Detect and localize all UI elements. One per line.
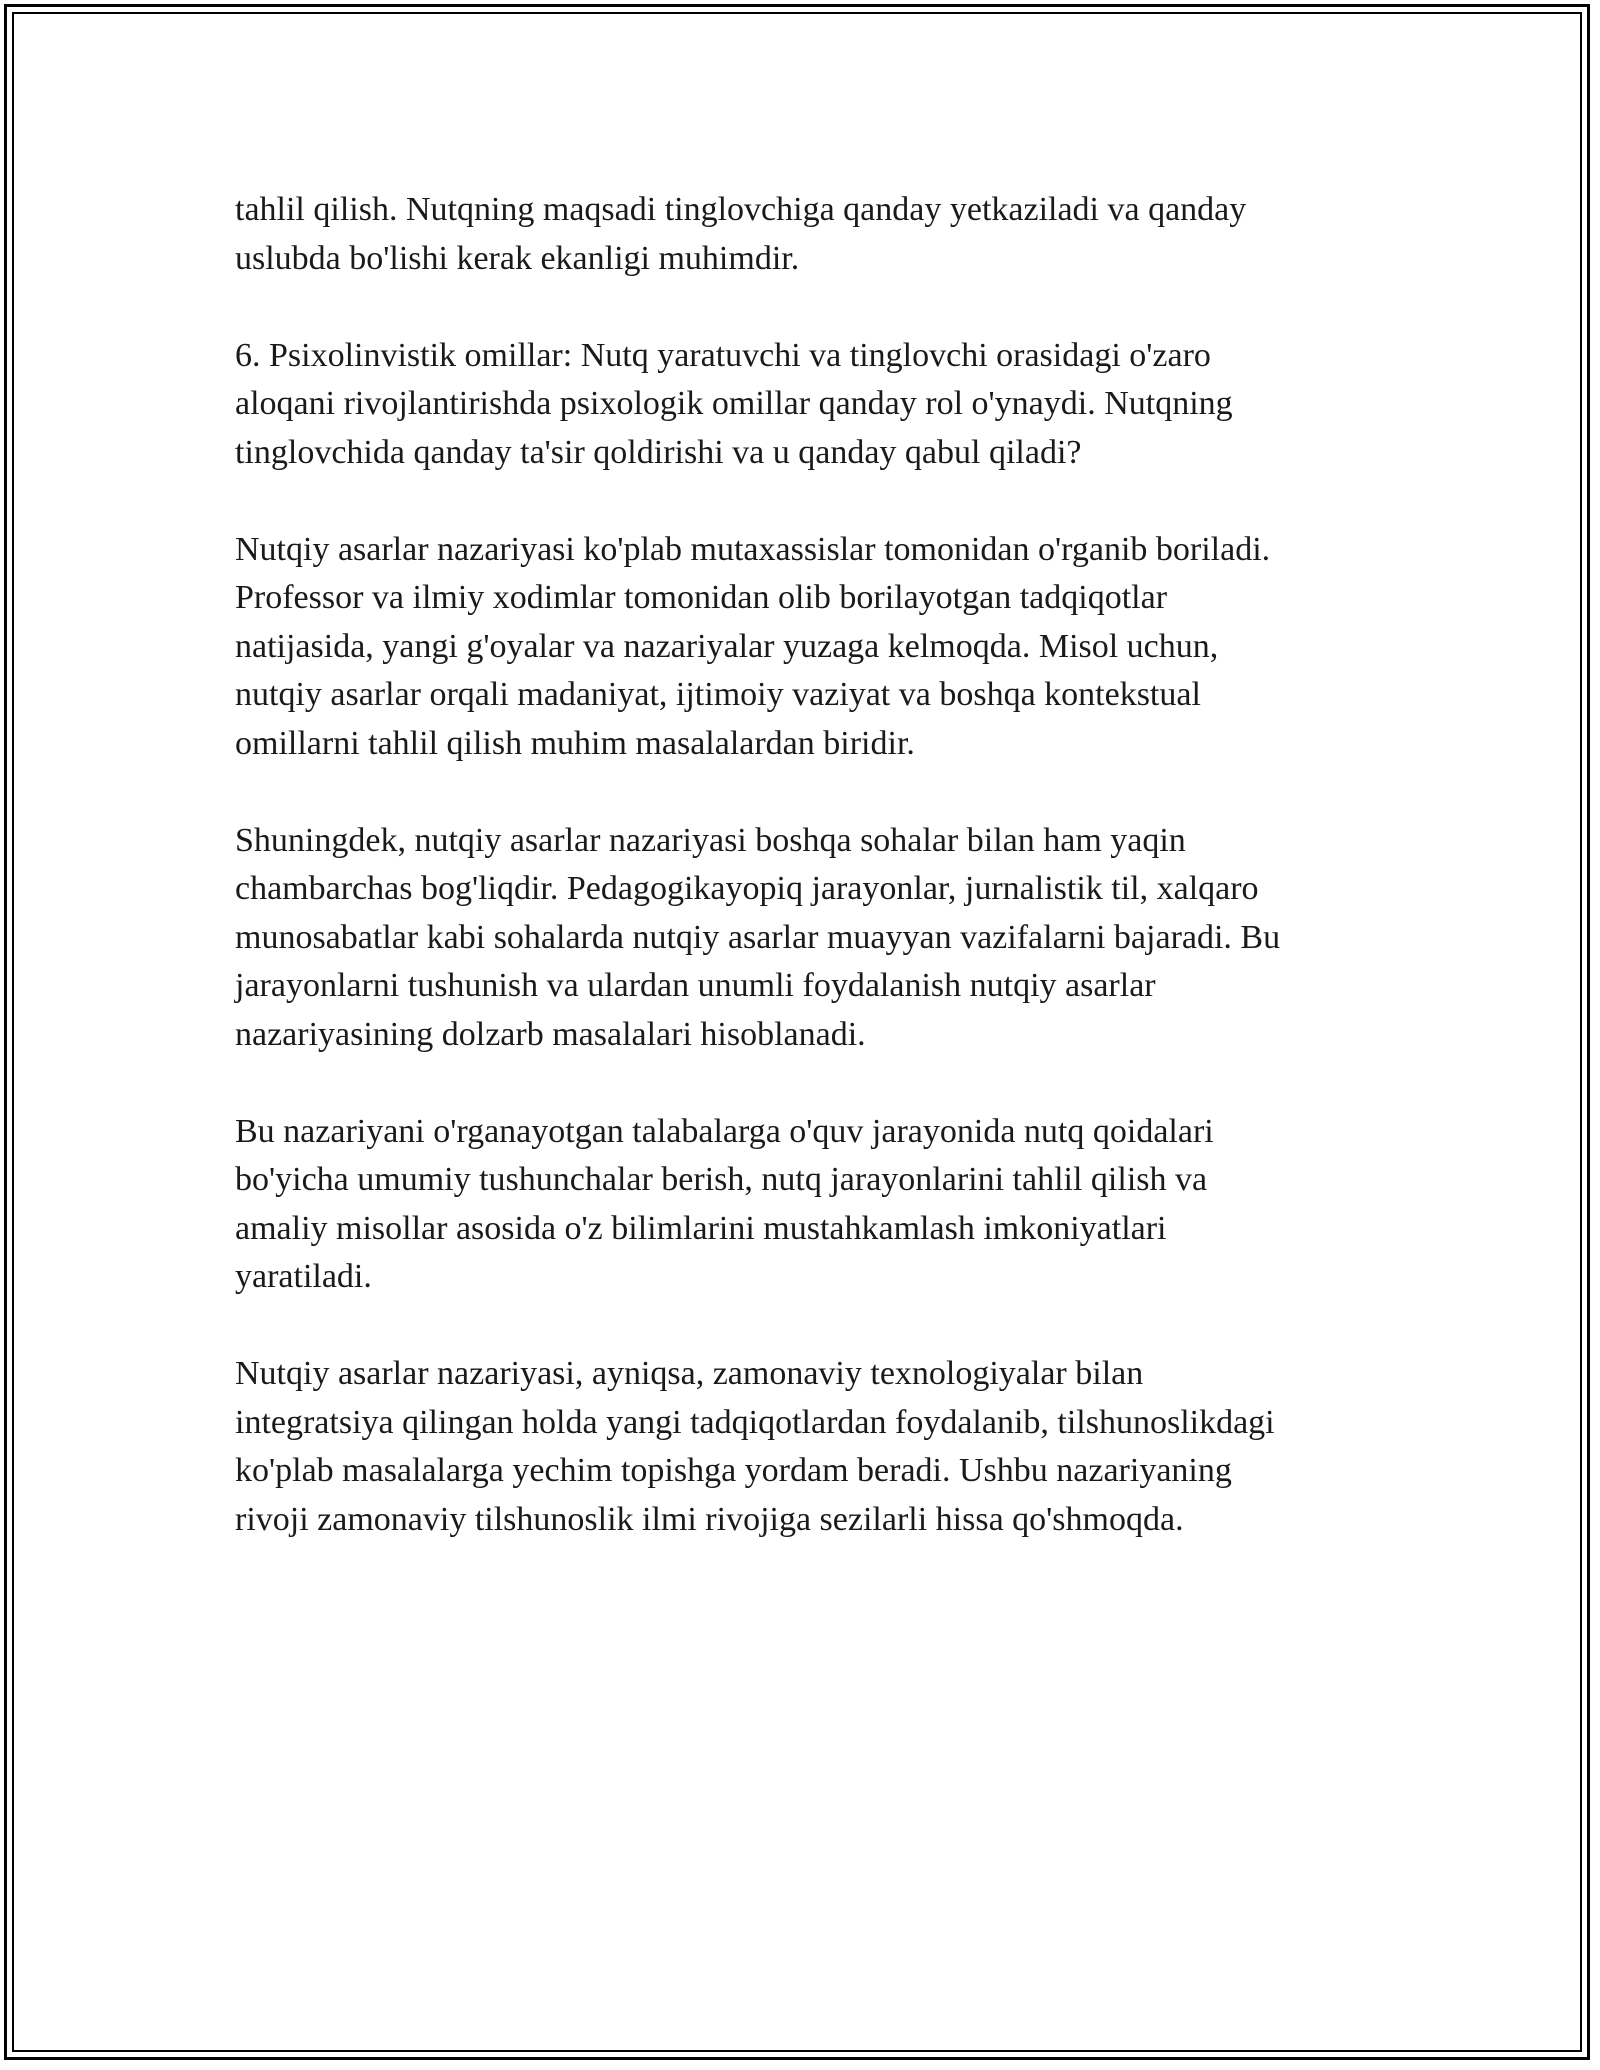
text-line: yaratiladi. xyxy=(235,1258,372,1295)
text-line: Professor va ilmiy xodimlar tomonidan olib borilayotgan tadqiqotlar xyxy=(235,579,1168,616)
text-line: nutqiy asarlar orqali madaniyat, ijtimoiy vaziyat va boshqa kontekstual xyxy=(235,676,1201,713)
text-line: omillarni tahlil qilish muhim masalalardan biridir. xyxy=(235,724,915,762)
text-line: chambarchas bog'liqdir. Pedagogikayopiq jarayonlar, jurnalistik til, xalqaro xyxy=(235,870,1259,907)
text-line: Nutqiy asarlar nazariyasi ko'plab mutaxassislar tomonidan o'rganib boriladi. xyxy=(235,530,1271,568)
paragraph-3 xyxy=(235,526,1380,769)
text-line: munosabatlar kabi sohalarda nutqiy asarlar muayyan vazifalarni bajaradi. Bu xyxy=(235,918,1281,956)
text-line: amaliy misollar asosida o'z bilimlarini mustahkamlash imkoniyatlari xyxy=(235,1209,1167,1247)
text-line: ko'plab masalalarga yechim topishga yordam beradi. Ushbu nazariyaning xyxy=(235,1452,1232,1489)
text-line: aloqani rivojlantirishda psixologik omillar qanday rol o'ynaydi. Nutqning xyxy=(235,385,1233,422)
paragraph-4 xyxy=(235,817,1380,1060)
text-line: nazariyasining dolzarb masalalari hisoblanadi. xyxy=(235,1015,866,1053)
text-line: Shuningdek, nutqiy asarlar nazariyasi boshqa sohalar bilan ham yaqin xyxy=(235,821,1186,859)
text-line: integratsiya qilingan holda yangi tadqiqotlardan foydalanib, tilshunoslikdagi xyxy=(235,1403,1275,1441)
text-line: uslubda bo'lishi kerak ekanligi muhimdir. xyxy=(235,239,800,277)
text-line: rivoji zamonaviy tilshunoslik ilmi rivojiga sezilarli hissa qo'shmoqda. xyxy=(235,1500,1184,1538)
text-line: tinglovchida qanday ta'sir qoldirishi va u qanday qabul qiladi? xyxy=(235,433,1082,471)
paragraph-1 xyxy=(235,186,1380,283)
paragraph-6 xyxy=(235,1350,1380,1544)
paragraph-2 xyxy=(235,332,1380,478)
text-line: 6. Psixolinvistik omillar: Nutq yaratuvchi va tinglovchi orasidagi o'zaro xyxy=(235,336,1211,374)
text-line: Bu nazariyani o'rganayotgan talabalarga o'quv jarayonida nutq qoidalari xyxy=(235,1112,1214,1150)
text-line: Nutqiy asarlar nazariyasi, ayniqsa, zamonaviy texnologiyalar bilan xyxy=(235,1355,1144,1392)
paragraph-5 xyxy=(235,1108,1380,1302)
document-body xyxy=(235,186,1380,1593)
text-line: jarayonlarni tushunish va ulardan unumli foydalanish nutqiy asarlar xyxy=(235,967,1156,1004)
text-line: tahlil qilish. Nutqning maqsadi tinglovchiga qanday yetkaziladi va qanday xyxy=(235,191,1247,228)
text-line: bo'yicha umumiy tushunchalar berish, nutq jarayonlarini tahlil qilish va xyxy=(235,1161,1208,1198)
text-line: natijasida, yangi g'oyalar va nazariyalar yuzaga kelmoqda. Misol uchun, xyxy=(235,627,1219,665)
